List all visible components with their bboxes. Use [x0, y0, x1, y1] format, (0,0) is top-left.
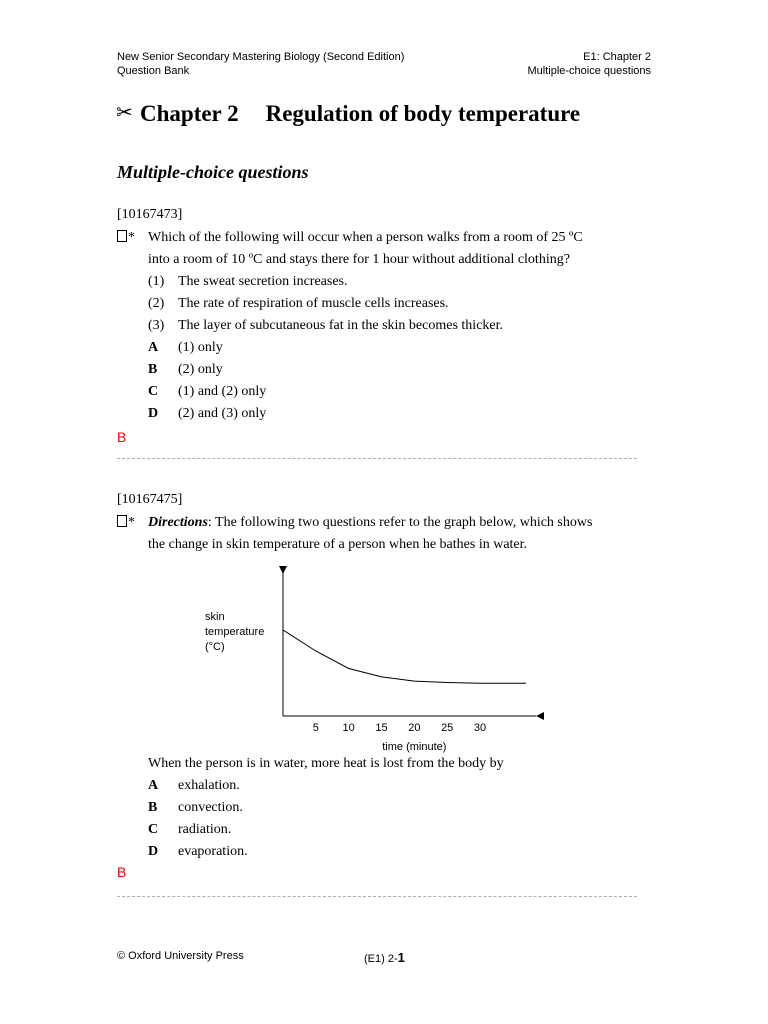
question-marker: *: [117, 515, 135, 531]
skin-temperature-chart: [195, 560, 555, 760]
question-stem-line: When the person is in water, more heat is lost from the body by: [148, 756, 504, 771]
x-tick-label: 25: [441, 722, 454, 734]
choice-text: evaporation.: [178, 844, 248, 859]
section-title: Multiple-choice questions: [117, 162, 309, 182]
y-axis-label: (°C): [205, 641, 225, 653]
choice-letter: B: [148, 800, 158, 815]
question-id: [10167475]: [117, 492, 183, 507]
running-header-left: [117, 50, 404, 78]
answer-key: B: [117, 429, 127, 445]
scissors-icon: ✂: [116, 102, 133, 124]
question-divider: [117, 458, 637, 459]
choice-text: (2) only: [178, 362, 223, 377]
footer-publisher: © Oxford University Press: [117, 950, 244, 962]
statement-number: (2): [148, 296, 165, 311]
section-ref: Multiple-choice questions: [527, 65, 651, 77]
checkbox-icon: [117, 515, 127, 527]
choice-text: radiation.: [178, 822, 232, 837]
question-divider: [117, 896, 637, 897]
x-tick-label: 5: [312, 722, 319, 734]
directions-text: : The following two questions refer to the graph below, which shows: [207, 515, 593, 530]
x-tick-label: 30: [473, 722, 487, 734]
directions-line: [148, 515, 592, 531]
statement-text: The sweat secretion increases.: [178, 274, 348, 289]
temperature-curve: [283, 630, 526, 683]
choice-letter: D: [148, 406, 159, 421]
chapter-title: Regulation of body temperature: [265, 101, 581, 126]
statement-text: The rate of respiration of muscle cells increases.: [178, 296, 449, 311]
y-axis-label: skin: [205, 611, 225, 623]
choice-letter: C: [148, 384, 159, 399]
question-marker: *: [117, 230, 135, 246]
choice-text: (1) and (2) only: [178, 384, 267, 399]
y-axis-arrow: [279, 566, 287, 574]
book-section: Question Bank: [117, 65, 190, 77]
choice-letter: A: [148, 340, 159, 355]
chapter-heading: [116, 101, 580, 127]
footer-page: (E1) 2-1: [364, 950, 405, 965]
statement-number: (1): [148, 274, 165, 289]
choice-letter: B: [148, 362, 158, 377]
x-tick-label: 15: [375, 722, 388, 734]
choice-text: exhalation.: [178, 778, 240, 793]
statement-text: The layer of subcutaneous fat in the skin becomes thicker.: [178, 318, 504, 333]
chapter-ref: E1: Chapter 2: [583, 51, 651, 63]
choice-letter: D: [148, 844, 159, 859]
x-axis-arrow: [536, 712, 544, 720]
x-tick-label: 10: [342, 722, 355, 734]
chapter-number: Chapter 2: [140, 101, 239, 126]
x-axis-label: time (minute): [382, 741, 447, 753]
running-header-right: [527, 50, 651, 78]
book-title: New Senior Secondary Mastering Biology (Second Edition): [117, 51, 405, 63]
choice-text: (1) only: [178, 340, 223, 355]
directions-line: the change in skin temperature of a person when he bathes in water.: [148, 537, 528, 552]
choice-text: convection.: [178, 800, 243, 815]
checkbox-icon: [117, 230, 127, 242]
y-axis-label: temperature: [205, 626, 265, 638]
question-stem-line: into a room of 10 ºC and stays there for 1 hour without additional clothing?: [148, 252, 570, 267]
choice-letter: C: [148, 822, 159, 837]
question-stem-line: Which of the following will occur when a person walks from a room of 25 ºC: [148, 230, 583, 245]
question-id: [10167473]: [117, 207, 183, 222]
directions-label: Directions: [148, 515, 208, 530]
statement-number: (3): [148, 318, 165, 333]
choice-letter: A: [148, 778, 159, 793]
x-tick-label: 20: [408, 722, 421, 734]
choice-text: (2) and (3) only: [178, 406, 267, 421]
answer-key: B: [117, 864, 127, 880]
